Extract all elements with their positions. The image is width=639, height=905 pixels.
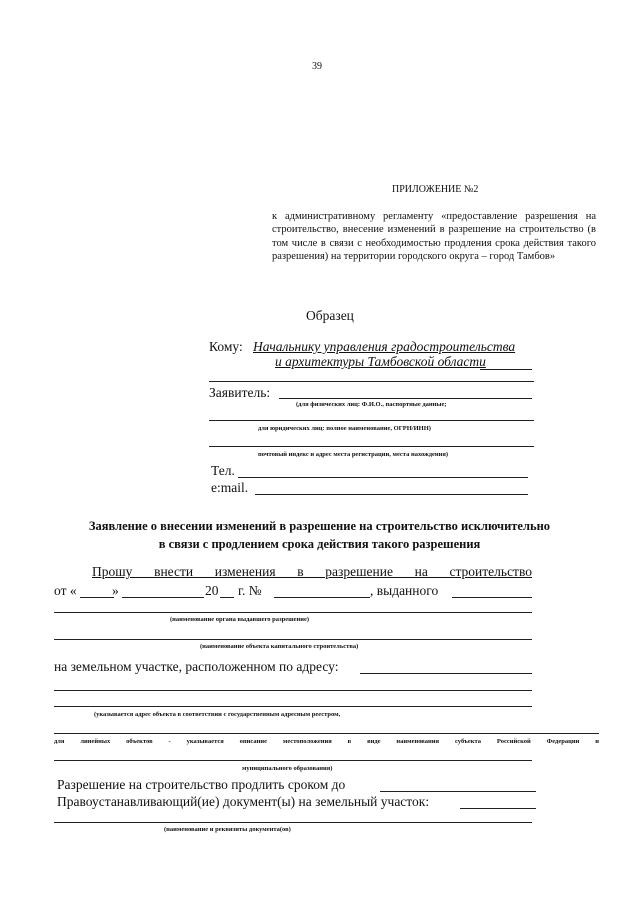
date-prefix: от « [54, 583, 77, 598]
date-mid: » [112, 583, 119, 598]
year-prefix: 20 [205, 583, 219, 598]
issued-label: , выданного [370, 583, 439, 598]
sample-label: Образец [306, 308, 354, 323]
phone-label: Тел. [211, 463, 235, 478]
land-address-field[interactable] [360, 673, 532, 674]
object-field[interactable] [54, 639, 532, 640]
linear-object-field[interactable] [54, 733, 599, 734]
issued-by-field[interactable] [452, 597, 532, 598]
hint-address-registry: (указывается адрес объекта в соответствии с государственным адресным реестром, [94, 711, 341, 718]
hint-address: почтовый индекс и адрес места регистрации, места нахождения) [258, 451, 449, 458]
number-label: г. № [238, 583, 262, 598]
hint-municipal: муниципального образования) [242, 765, 333, 772]
hint-docs: (наименование и реквизиты документа(ов) [164, 826, 291, 833]
appendix-text: к административному регламенту «предоставление разрешения на строительство, внесение изменений в разрешение на строительство (в том числе в связи с необходимостью продления срока действия такого разрешения) на территории городского округа – город Тамбов» [272, 211, 596, 263]
applicant-field[interactable] [279, 398, 532, 399]
title-docs-field-2[interactable] [54, 822, 532, 823]
extend-until-field[interactable] [380, 791, 536, 792]
title-docs-field[interactable] [460, 808, 536, 809]
hint-legal: для юридических лиц: полное наименование, ОГРН/ИНН) [258, 425, 431, 432]
day-field[interactable] [80, 597, 114, 598]
organ-field[interactable] [54, 612, 532, 613]
hint-organ: (наименование органа выдавшего разрешение) [170, 616, 310, 623]
recipient-line2-tail [480, 369, 532, 370]
email-field[interactable] [255, 494, 528, 495]
extend-until-label: Разрешение на строительство продлить сроком до [57, 777, 346, 792]
number-field[interactable] [274, 597, 370, 598]
applicant-field-2[interactable] [209, 420, 534, 421]
title-docs-label: Правоустанавливающий(ие) документ(ы) на земельный участок: [57, 794, 430, 809]
recipient-line2: и архитектуры Тамбовской области [275, 354, 486, 369]
applicant-label: Заявитель: [209, 385, 271, 400]
recipient-extra-line [209, 381, 534, 382]
phone-field[interactable] [238, 477, 528, 478]
land-address-field-3[interactable] [54, 706, 532, 707]
email-label: e:mail. [211, 480, 249, 495]
hint-object: (наименование объекта капитального строительства) [200, 643, 359, 650]
document-title-line2: в связи с продлением срока действия такого разрешения [158, 537, 481, 551]
land-address-field-2[interactable] [54, 690, 532, 691]
land-address-label: на земельном участке, расположенном по адресу: [54, 659, 339, 674]
appendix-heading: ПРИЛОЖЕНИЕ №2 [392, 184, 479, 195]
recipient-line1: Начальнику управления градостроительства [253, 339, 516, 354]
document-title-line1: Заявление о внесении изменений в разрешение на строительство исключительно [88, 519, 551, 533]
recipient-label: Кому: [209, 339, 243, 354]
municipal-field[interactable] [54, 760, 532, 761]
hint-linear: для линейных объектов - указывается описание местоположения в виде наименования субъекта Российской Федерации и [54, 738, 599, 745]
page-number: 39 [312, 61, 322, 72]
request-text: Прошу внести изменения в разрешение на строительство [92, 564, 532, 579]
year-field[interactable] [220, 597, 234, 598]
hint-individual: (для физических лиц: Ф.И.О., паспортные данные; [296, 401, 447, 408]
month-field[interactable] [122, 597, 204, 598]
applicant-field-3[interactable] [209, 446, 534, 447]
